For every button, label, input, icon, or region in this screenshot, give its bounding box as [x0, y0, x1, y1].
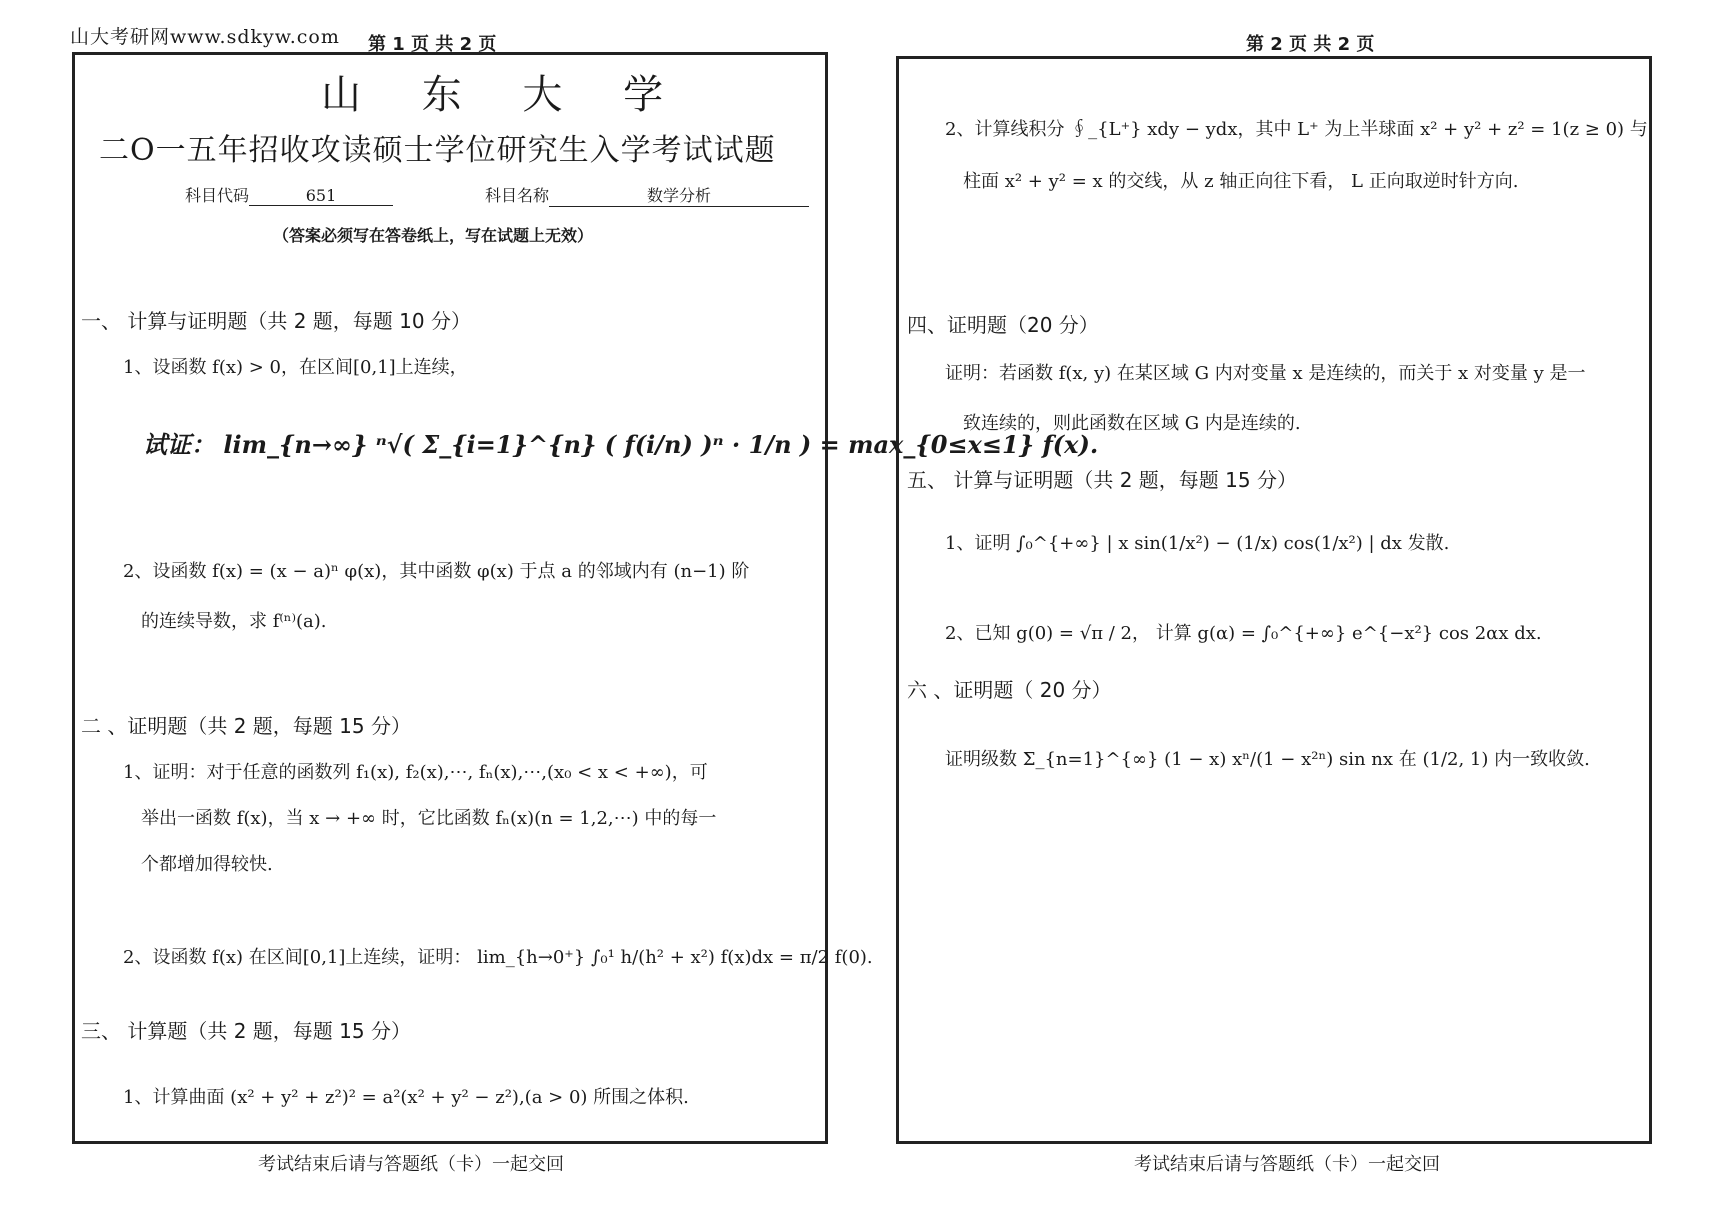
- section-4-heading: 四、证明题（20 分）: [907, 313, 1099, 337]
- subject-name-label: 科目名称: [485, 186, 550, 205]
- page-frame: [896, 56, 1652, 1144]
- footer-note: 考试结束后请与答题纸（卡）一起交回: [1134, 1154, 1440, 1175]
- exam-page-2: [860, 0, 1720, 1214]
- subject-code: 651: [249, 186, 393, 206]
- section-5-question-2: 2、已知 g(0) = √π / 2， 计算 g(α) = ∫₀^{+∞} e^{−x²} cos 2αx dx.: [945, 623, 1542, 644]
- site-watermark: 山大考研网www.sdkyw.com: [70, 26, 340, 48]
- section-2-question-1-line-1: 1、证明：对于任意的函数列 f₁(x), f₂(x),⋯, fₙ(x),⋯,(x₀ < x < +∞)，可: [123, 762, 708, 783]
- section-4-line-2: 致连续的，则此函数在区域 G 内是连续的.: [963, 413, 1301, 434]
- section-3-question-1: 1、计算曲面 (x² + y² + z²)² = a²(x² + y² − z²),(a > 0) 所围之体积.: [123, 1087, 689, 1108]
- section-1-question-1: 1、设函数 f(x) > 0，在区间[0,1]上连续，: [123, 357, 468, 378]
- section-5-heading: 五、 计算与证明题（共 2 题，每题 15 分）: [907, 468, 1297, 492]
- subject-code-label: 科目代码: [185, 186, 250, 205]
- university-name: 山 东 大 学: [321, 72, 688, 118]
- section-3-heading: 三、 计算题（共 2 题，每题 15 分）: [81, 1019, 411, 1043]
- section-2-heading: 二 、证明题（共 2 题，每题 15 分）: [81, 714, 411, 738]
- section-2-question-1-line-3: 个都增加得较快.: [141, 854, 273, 875]
- subject-name: 数学分析: [549, 183, 809, 207]
- section-6-heading: 六 、证明题（ 20 分）: [907, 678, 1112, 702]
- page-number: 第 1 页 共 2 页: [368, 34, 497, 55]
- subject-name-row: [485, 183, 809, 207]
- section-2-question-2: 2、设函数 f(x) 在区间[0,1]上连续，证明： lim_{h→0⁺} ∫₀¹ h/(h² + x²) f(x)dx = π/2 f(0).: [123, 947, 873, 968]
- section-1-question-1-formula: 试证： lim_{n→∞} ⁿ√( Σ_{i=1}^{n} ( f(i/n) )ⁿ · 1/n ) = max_{0≤x≤1} f(x).: [143, 430, 1099, 459]
- subject-code-row: [185, 183, 393, 206]
- page-number: 第 2 页 共 2 页: [1246, 34, 1375, 55]
- section-6-text: 证明级数 Σ_{n=1}^{∞} (1 − x) xⁿ/(1 − x²ⁿ) sin nx 在 (1/2, 1) 内一致收敛.: [945, 749, 1590, 770]
- section-5-question-1: 1、证明 ∫₀^{+∞} | x sin(1/x²) − (1/x) cos(1/x²) | dx 发散.: [945, 533, 1450, 554]
- section-1-question-2-line-1: 2、设函数 f(x) = (x − a)ⁿ φ(x)，其中函数 φ(x) 于点 a 的邻域内有 (n−1) 阶: [123, 561, 750, 582]
- section-3-question-2-line-2: 柱面 x² + y² = x 的交线，从 z 轴正向往下看， L 正向取逆时针方向.: [963, 171, 1519, 192]
- section-1-heading: 一、 计算与证明题（共 2 题，每题 10 分）: [81, 309, 471, 333]
- answer-note: （答案必须写在答卷纸上，写在试题上无效）: [273, 226, 594, 245]
- section-2-question-1-line-2: 举出一函数 f(x)，当 x → +∞ 时，它比函数 fₙ(x)(n = 1,2,⋯) 中的每一: [141, 808, 717, 829]
- section-3-question-2-line-1: 2、计算线积分 ∮_{L⁺} xdy − ydx，其中 L⁺ 为上半球面 x² + y² + z² = 1(z ≥ 0) 与: [945, 119, 1648, 140]
- footer-note: 考试结束后请与答题纸（卡）一起交回: [258, 1154, 564, 1175]
- exam-title: 二O一五年招收攻读硕士学位研究生入学考试试题: [99, 133, 776, 168]
- section-1-question-2-line-2: 的连续导数，求 f⁽ⁿ⁾(a).: [141, 611, 327, 632]
- section-4-line-1: 证明：若函数 f(x, y) 在某区域 G 内对变量 x 是连续的，而关于 x 对变量 y 是一: [945, 363, 1586, 384]
